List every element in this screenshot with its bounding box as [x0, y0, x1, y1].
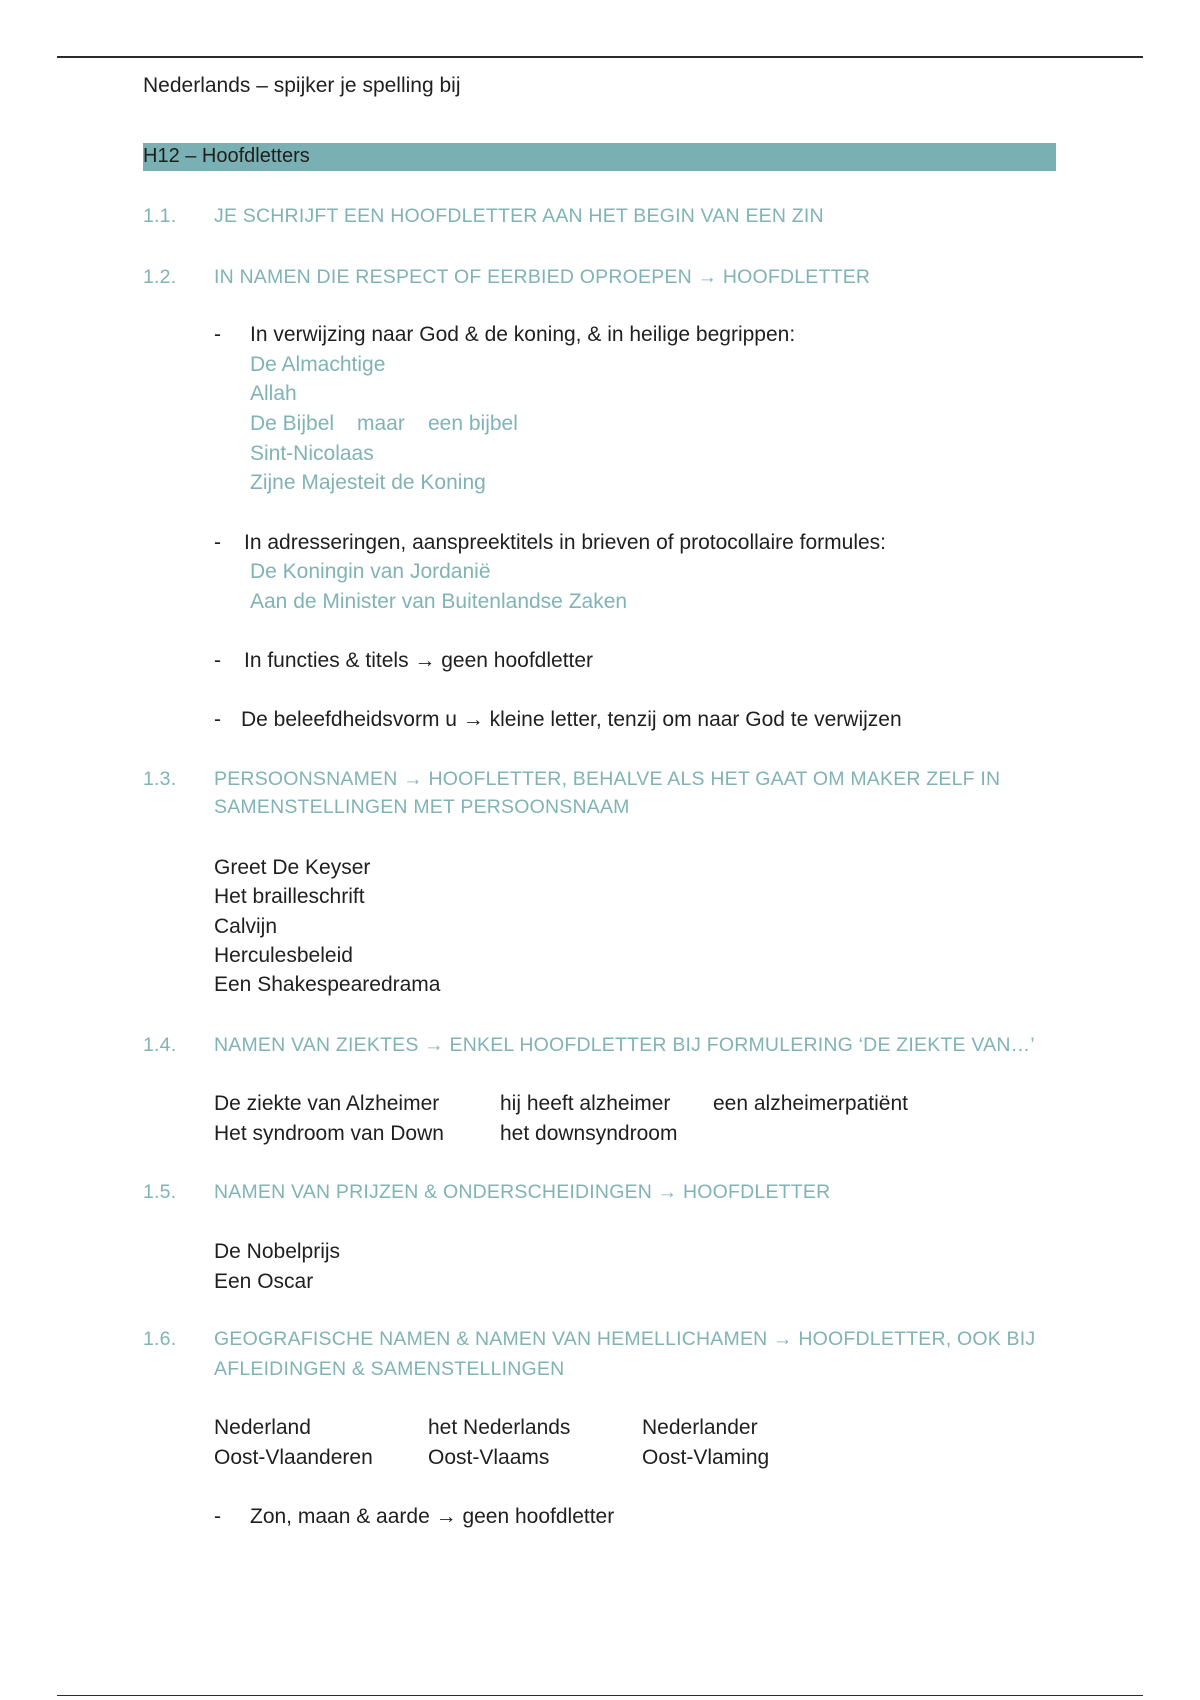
example-text: maar [357, 412, 405, 435]
section-number: 1.4. [143, 1034, 177, 1056]
section-title: NAMEN VAN ZIEKTES → ENKEL HOOFDLETTER BIJ FORMULERING ‘DE ZIEKTE VAN…’ [214, 1034, 1035, 1056]
example-text: Herculesbeleid [214, 944, 353, 967]
section-title: IN NAMEN DIE RESPECT OF EERBIED OPROEPEN → HOOFDLETTER [214, 266, 871, 288]
chapter-title: H12 – Hoofdletters [143, 145, 310, 167]
example-text: een bijbel [428, 412, 518, 435]
section-number: 1.2. [143, 266, 177, 288]
example-text: Oost-Vlaanderen [214, 1446, 373, 1469]
section-number: 1.5. [143, 1181, 177, 1203]
bullet-dash: - [214, 649, 221, 672]
example-text: De ziekte van Alzheimer [214, 1092, 440, 1115]
example-text: Greet De Keyser [214, 856, 371, 879]
example-text: het downsyndroom [500, 1122, 678, 1145]
example-text: het Nederlands [428, 1416, 571, 1439]
bottom-rule [57, 1695, 1143, 1696]
example-text: Nederland [214, 1416, 311, 1439]
example-text: Zijne Majesteit de Koning [250, 471, 486, 494]
example-text: Een Oscar [214, 1270, 314, 1293]
bullet-text: In verwijzing naar God & de koning, & in heilige begrippen: [250, 323, 796, 346]
example-text: Allah [250, 382, 297, 405]
bullet-dash: - [214, 708, 221, 731]
page-header: Nederlands – spijker je spelling bij [143, 74, 461, 97]
section-number: 1.1. [143, 205, 177, 227]
bullet-dash: - [214, 323, 221, 346]
bullet-text: Zon, maan & aarde → geen hoofdletter [250, 1505, 615, 1528]
example-text: Een Shakespearedrama [214, 973, 441, 996]
example-text: een alzheimerpatiënt [713, 1092, 908, 1115]
example-text: Oost-Vlaming [642, 1446, 770, 1469]
section-title: NAMEN VAN PRIJZEN & ONDERSCHEIDINGEN → HOOFDLETTER [214, 1181, 831, 1203]
section-number: 1.6. [143, 1328, 177, 1350]
bullet-text: In functies & titels → geen hoofdletter [244, 649, 594, 672]
example-text: Calvijn [214, 915, 278, 938]
top-rule [57, 56, 1143, 58]
section-title: GEOGRAFISCHE NAMEN & NAMEN VAN HEMELLICHAMEN → HOOFDLETTER, OOK BIJ [214, 1328, 1036, 1350]
example-text: De Bijbel [250, 412, 335, 435]
section-title-continued: SAMENSTELLINGEN MET PERSOONSNAAM [214, 796, 630, 818]
example-text: Nederlander [642, 1416, 758, 1439]
example-text: hij heeft alzheimer [500, 1092, 671, 1115]
bullet-text: In adresseringen, aanspreektitels in brieven of protocollaire formules: [244, 531, 887, 554]
section-title: PERSOONSNAMEN → HOOFLETTER, BEHALVE ALS HET GAAT OM MAKER ZELF IN [214, 768, 1001, 790]
bullet-dash: - [214, 531, 221, 554]
example-text: Aan de Minister van Buitenlandse Zaken [250, 590, 628, 613]
section-title: JE SCHRIJFT EEN HOOFDLETTER AAN HET BEGIN VAN EEN ZIN [214, 205, 824, 227]
example-text: Het brailleschrift [214, 885, 365, 908]
bullet-dash: - [214, 1505, 221, 1528]
example-text: Oost-Vlaams [428, 1446, 550, 1469]
example-text: Sint-Nicolaas [250, 442, 374, 465]
section-title-continued: AFLEIDINGEN & SAMENSTELLINGEN [214, 1358, 565, 1380]
bullet-text: De beleefdheidsvorm u → kleine letter, tenzij om naar God te verwijzen [241, 708, 902, 731]
section-number: 1.3. [143, 768, 177, 790]
example-text: De Nobelprijs [214, 1240, 341, 1263]
example-text: De Koningin van Jordanië [250, 560, 491, 583]
example-text: Het syndroom van Down [214, 1122, 444, 1145]
example-text: De Almachtige [250, 353, 386, 376]
